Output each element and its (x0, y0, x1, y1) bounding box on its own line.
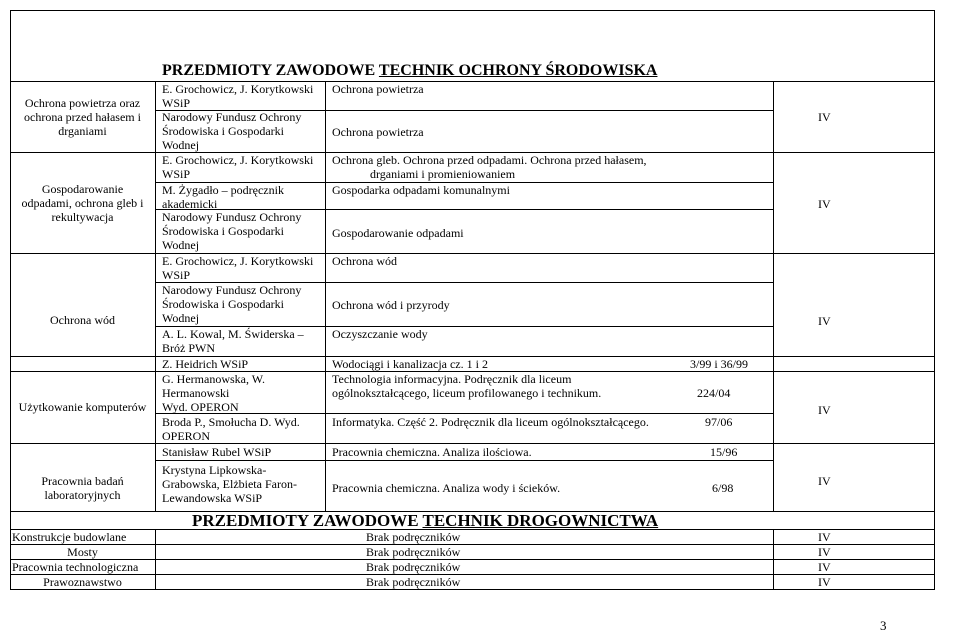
subject-line: laboratoryjnych (44, 488, 121, 502)
grade-cell: IV (818, 474, 831, 488)
no-books-note: Brak podręczników (366, 545, 461, 559)
subject-ochrona-wod: Ochrona wód (50, 313, 115, 327)
section-heading-drogownictwo (192, 511, 658, 530)
author-line: Wyd. OPERON (162, 400, 239, 414)
author-line: Środowiska i Gospodarki (162, 224, 284, 238)
section-heading-part2: TECHNIK OCHRONY ŚRODOWISKA (378, 62, 658, 79)
author-line: Wodnej (162, 238, 200, 252)
column-divider-author (325, 81, 326, 512)
book-title: Ochrona wód i przyrody (332, 298, 450, 312)
book-author (162, 372, 265, 414)
grade-cell: IV (818, 197, 831, 211)
grade-cell: IV (818, 403, 831, 417)
author-line: Środowiska i Gospodarki (162, 297, 284, 311)
approval-number: 3/99 i 36/99 (690, 357, 749, 371)
author-line: WSiP (162, 268, 191, 282)
section-heading-ochrona-srodowiska (162, 62, 657, 80)
subject-gospodarowanie-odpadami (10, 182, 155, 224)
book-title (332, 372, 601, 400)
page-number: 3 (880, 618, 887, 633)
book-title: Informatyka. Część 2. Podręcznik dla liceum ogólnokształcącego. (332, 415, 649, 429)
grade-cell: IV (818, 575, 831, 589)
author-line: Wodnej (162, 138, 200, 152)
subject-line: Gospodarowanie (41, 182, 124, 196)
book-author (162, 82, 313, 110)
book-title: Ochrona powietrza (332, 82, 424, 96)
title-line: Technologia informacyjna. Podręcznik dla liceum (332, 372, 572, 386)
subject-line: rekultywacja (51, 210, 114, 224)
column-divider-grade (773, 81, 774, 512)
title-line: ogólnokształcącego, liceum profilowanego i technikum. (332, 386, 602, 400)
approval-number: 97/06 (705, 415, 733, 429)
subject-ochrona-powietrza (10, 96, 155, 138)
author-line: Hermanowski (162, 386, 230, 400)
author-line: A. L. Kowal, M. Świderska – (162, 327, 304, 341)
approval-number: 15/96 (710, 445, 738, 459)
approval-number: 6/98 (712, 481, 734, 495)
author-line: Krystyna Lipkowska- (162, 463, 267, 477)
author-line: Broda P., Smołucha D. Wyd. (162, 415, 300, 429)
author-line: M. Żygadło – podręcznik (162, 183, 284, 197)
author-line: WSiP (162, 96, 191, 110)
row-border (10, 253, 935, 254)
grade-cell: IV (818, 110, 831, 124)
table-top-border (10, 10, 935, 11)
book-title: Pracownia chemiczna. Analiza wody i ścieków. (332, 481, 561, 495)
subject-pracownia-badan (10, 474, 155, 502)
author-line: akademicki (162, 197, 218, 211)
no-books-note: Brak podręczników (366, 560, 461, 574)
section-heading-part2: TECHNIK DROGOWNICTWA (422, 511, 659, 530)
book-author (162, 415, 300, 443)
author-line: OPERON (162, 429, 211, 443)
book-author (162, 463, 297, 505)
grade-cell: IV (818, 530, 831, 544)
author-line: E. Grochowicz, J. Korytkowski (162, 254, 314, 268)
book-title: Oczyszczanie wody (332, 327, 428, 341)
book-title (332, 153, 647, 181)
book-author (162, 254, 313, 282)
subject-konstrukcje: Konstrukcje budowlane (12, 530, 127, 544)
author-line: WSiP (162, 167, 191, 181)
author-line: Grabowska, Elżbieta Faron- (162, 477, 297, 491)
row-border (10, 81, 935, 82)
subject-prawoznawstwo: Prawoznawstwo (43, 575, 122, 589)
book-title: Gospodarka odpadami komunalnymi (332, 183, 510, 197)
book-title: Gospodarowanie odpadami (332, 226, 464, 240)
subject-line: ochrona przed hałasem i (24, 110, 141, 124)
book-title: Ochrona wód (332, 254, 397, 268)
book-title: Pracownia chemiczna. Analiza ilościowa. (332, 445, 532, 459)
grade-cell: IV (818, 560, 831, 574)
title-line: Ochrona gleb. Ochrona przed odpadami. Ochrona przed hałasem, (332, 153, 647, 167)
author-line: Wodnej (162, 311, 200, 325)
book-title: Wodociągi i kanalizacja cz. 1 i 2 (332, 357, 488, 371)
author-line: Narodowy Fundusz Ochrony (162, 110, 302, 124)
table-right-border (934, 10, 935, 590)
subject-line: Ochrona powietrza oraz (24, 96, 141, 110)
subject-line: odpadami, ochrona gleb i (21, 196, 144, 210)
book-author (162, 153, 313, 181)
author-line: Bróż PWN (162, 341, 215, 355)
subject-pracownia-technologiczna: Pracownia technologiczna (12, 560, 139, 574)
column-divider-subject (155, 81, 156, 512)
grade-cell: IV (818, 545, 831, 559)
subject-uzytkowanie-komputerow: Użytkowanie komputerów (18, 400, 147, 414)
row-border (10, 559, 935, 560)
subject-line: Pracownia badań (41, 474, 124, 488)
book-author: Stanisław Rubel WSiP (162, 445, 272, 459)
book-author: Z. Heidrich WSiP (162, 357, 249, 371)
book-author (162, 210, 301, 252)
row-border (155, 460, 774, 461)
book-title: Ochrona powietrza (332, 125, 424, 139)
no-books-note: Brak podręczników (366, 530, 461, 544)
table-bottom-border (10, 589, 935, 590)
book-author (162, 327, 304, 355)
author-line: G. Hermanowska, W. (162, 372, 265, 386)
author-line: Narodowy Fundusz Ochrony (162, 283, 302, 297)
author-line: Lewandowska WSiP (162, 491, 263, 505)
title-line: drganiami i promieniowaniem (370, 167, 516, 181)
section-heading-part1: PRZEDMIOTY ZAWODOWE (162, 62, 379, 79)
book-author (162, 183, 284, 211)
no-books-note: Brak podręczników (366, 575, 461, 589)
book-author (162, 110, 301, 152)
approval-number: 224/04 (697, 386, 731, 400)
author-line: Narodowy Fundusz Ochrony (162, 210, 302, 224)
row-border (10, 443, 935, 444)
book-author (162, 283, 301, 325)
subject-mosty: Mosty (67, 545, 98, 559)
author-line: E. Grochowicz, J. Korytkowski (162, 82, 314, 96)
author-line: Środowiska i Gospodarki (162, 124, 284, 138)
subject-line: drganiami (58, 124, 107, 138)
author-line: E. Grochowicz, J. Korytkowski (162, 153, 314, 167)
grade-cell: IV (818, 314, 831, 328)
section-heading-part1: PRZEDMIOTY ZAWODOWE (192, 511, 423, 530)
